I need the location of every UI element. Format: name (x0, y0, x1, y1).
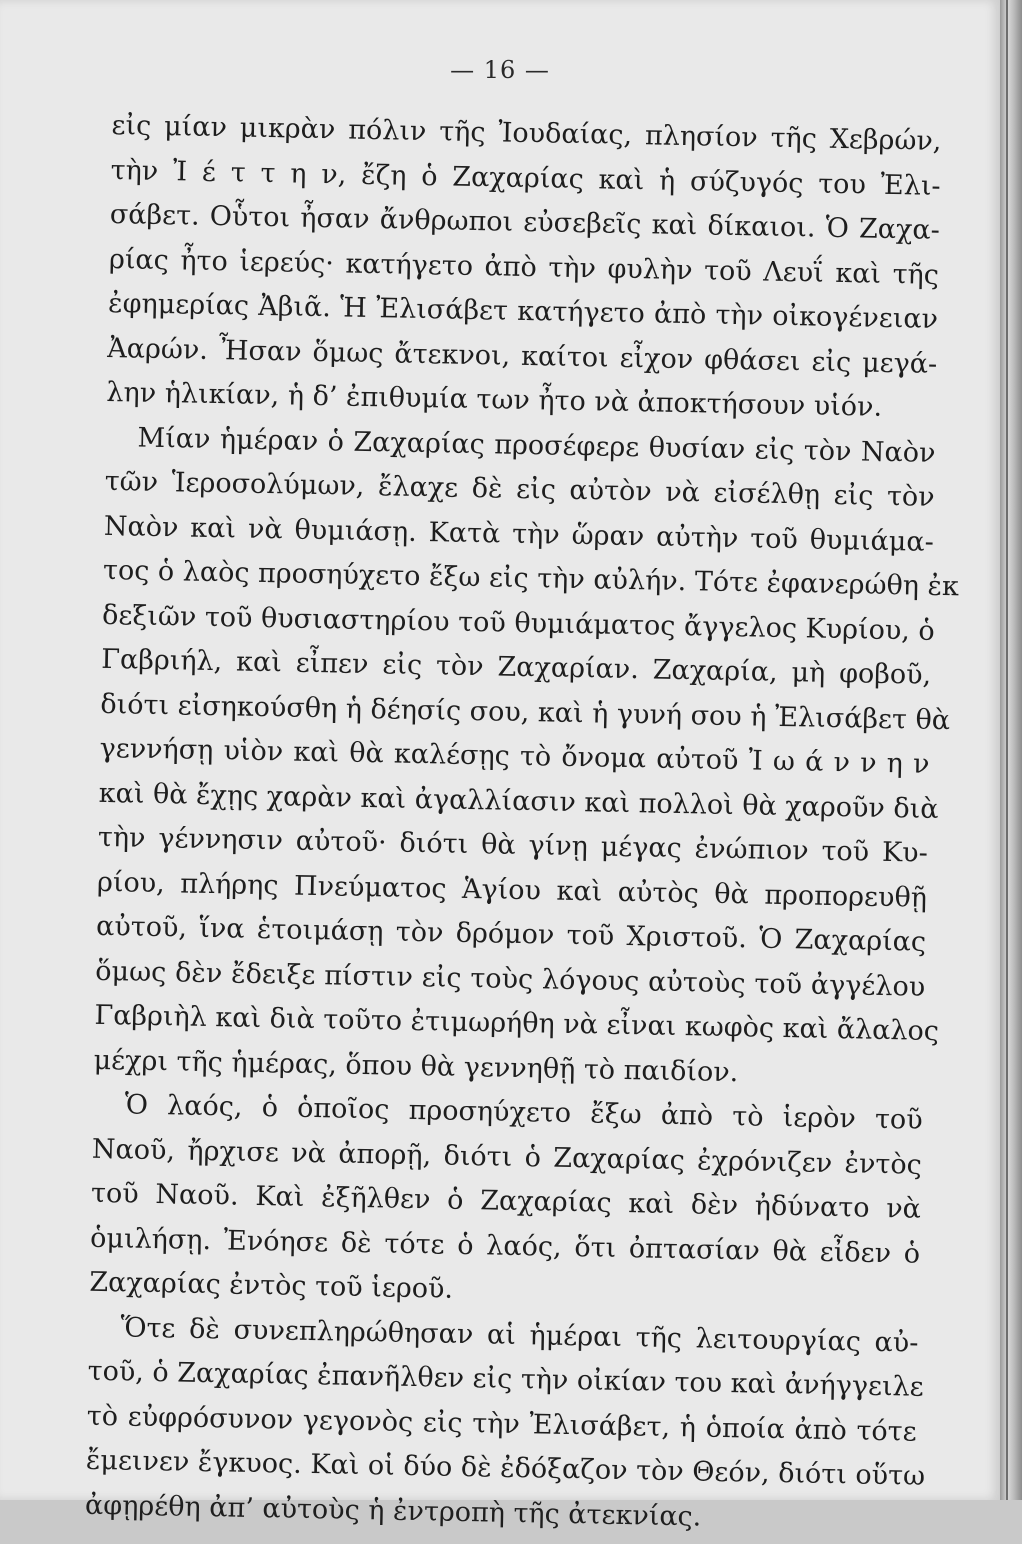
spine-edge-line (1006, 0, 1008, 1500)
text-line: λην ἡλικίαν, ἡ δ’ ἐπιθυμία των ἦτο νὰ ἀποκτήσουν υἱόν. (106, 376, 883, 423)
page-text (84, 104, 960, 1544)
text-line: ὁμιλήσῃ. Ἐνόησε δὲ τότε ὁ λαός, ὅτι ὀπτασίαν θὰ εἶδεν ὁ (89, 1222, 921, 1270)
text-line: τὸ εὐφρόσυνον γεγονὸς εἰς τὴν Ἐλισάβετ, ἡ ὁποία ἀπὸ τότε (86, 1400, 917, 1448)
text-line: Ἀαρών. Ἦσαν ὅμως ἄτεκνοι, καίτοι εἶχον φθάσει εἰς μεγά- (107, 332, 938, 380)
text-line: ὅμως δὲν ἔδειξε πίστιν εἰς τοὺς λόγους αὐτοὺς τοῦ ἀγγέλου (95, 955, 926, 1003)
text-line: Ναὸν καὶ νὰ θυμιάσῃ. Κατὰ τὴν ὥραν αὐτὴν τοῦ θυμιάμα- (103, 510, 935, 558)
text-line: ἔμεινεν ἔγκυος. Καὶ οἱ δύο δὲ ἐδόξαζον τὸν Θεόν, διότι οὕτω (85, 1444, 926, 1492)
text-line: αὐτοῦ, ἵνα ἑτοιμάσῃ τὸν δρόμον τοῦ Χριστοῦ. Ὁ Ζαχαρίας (95, 910, 927, 958)
text-line: Ὅτε δὲ συνεπληρώθησαν αἱ ἡμέραι τῆς λειτουργίας αὐ- (120, 1311, 919, 1359)
text-line: Ὁ λαός, ὁ ὁποῖος προσηύχετο ἔξω ἀπὸ τὸ ἱερὸν τοῦ (124, 1089, 923, 1136)
text-line: Γαβριήλ, καὶ εἶπεν εἰς τὸν Ζαχαρίαν. Ζαχαρία, μὴ φοβοῦ, (101, 643, 932, 691)
text-line: δεξιῶν τοῦ θυσιαστηρίου τοῦ θυμιάματος ἄγγελος Κυρίου, ὁ (101, 599, 936, 647)
text-line: γεννήσῃ υἱὸν καὶ θὰ καλέσῃς τὸ ὄνομα αὐτοῦ Ἰ ω ά ν ν η ν (99, 732, 930, 780)
text-line: ρίας ἦτο ἱερεύς· κατήγετο ἀπὸ τὴν φυλὴν τοῦ Λευΐ καὶ τῆς (108, 243, 940, 291)
text-line: τοῦ Ναοῦ. Καὶ ἐξῆλθεν ὁ Ζαχαρίας καὶ δὲν ἠδύνατο νὰ (90, 1177, 922, 1225)
text-line: τῶν Ἱεροσολύμων, ἔλαχε δὲ εἰς αὐτὸν νὰ εἰσέλθῃ εἰς τὸν (104, 465, 935, 513)
text-line: Γαβριὴλ καὶ διὰ τοῦτο ἐτιμωρήθη νὰ εἶναι κωφὸς καὶ ἄλαλος (94, 999, 940, 1048)
text-line: τοῦ, ὁ Ζαχαρίας ἐπανῆλθεν εἰς τὴν οἰκίαν του καὶ ἀνήγγειλε (87, 1355, 924, 1403)
text-line: καὶ θὰ ἔχῃς χαρὰν καὶ ἀγαλλίασιν καὶ πολλοὶ θὰ χαροῦν διὰ (98, 777, 939, 825)
text-line: τὴν Ἰ έ τ τ η ν, ἔζη ὁ Ζαχαρίας καὶ ἡ σύζυγός του Ἐλι- (110, 154, 941, 202)
text-line: Μίαν ἡμέραν ὁ Ζαχαρίας προσέφερε θυσίαν εἰς τὸν Ναὸν (137, 422, 936, 469)
page-number: — 16 — (450, 56, 550, 84)
text-line: Ναοῦ, ἤρχισε νὰ ἀπορῇ, διότι ὁ Ζαχαρίας ἐχρόνιζεν ἐντὸς (91, 1133, 923, 1181)
text-line: ἐφημερίας Ἀβιᾶ. Ἡ Ἐλισάβετ κατήγετο ἀπὸ τὴν οἰκογένειαν (107, 287, 939, 335)
text-line: τὴν γέννησιν αὐτοῦ· διότι θὰ γίνῃ μέγας ἐνώπιον τοῦ Κυ- (97, 821, 929, 869)
text-line: σάβετ. Οὗτοι ἦσαν ἄνθρωποι εὐσεβεῖς καὶ δίκαιοι. Ὁ Ζαχα- (109, 198, 941, 246)
text-line: μέχρι τῆς ἡμέρας, ὅπου θὰ γεννηθῇ τὸ παιδίον. (93, 1044, 739, 1088)
text-line: διότι εἰσηκούσθη ἡ δέησίς σου, καὶ ἡ γυνή σου ἡ Ἐλισάβετ θὰ (100, 688, 951, 736)
text-line: τος ὁ λαὸς προσηύχετο ἔξω εἰς τὴν αὐλήν. Τότε ἐφανερώθη ἐκ (102, 554, 960, 603)
book-spine (1000, 0, 1022, 1500)
text-line: ρίου, πλήρης Πνεύματος Ἁγίου καὶ αὐτὸς θὰ προπορευθῇ (96, 866, 928, 914)
text-line: εἰς μίαν μικρὰν πόλιν τῆς Ἰουδαίας, πλησίον τῆς Χεβρών, (111, 109, 942, 157)
text-line: Ζαχαρίας ἐντὸς τοῦ ἱεροῦ. (89, 1266, 454, 1305)
text-line: ἀφῃρέθη ἀπ’ αὐτοὺς ἡ ἐντροπὴ τῆς ἀτεκνίας. (84, 1489, 702, 1533)
